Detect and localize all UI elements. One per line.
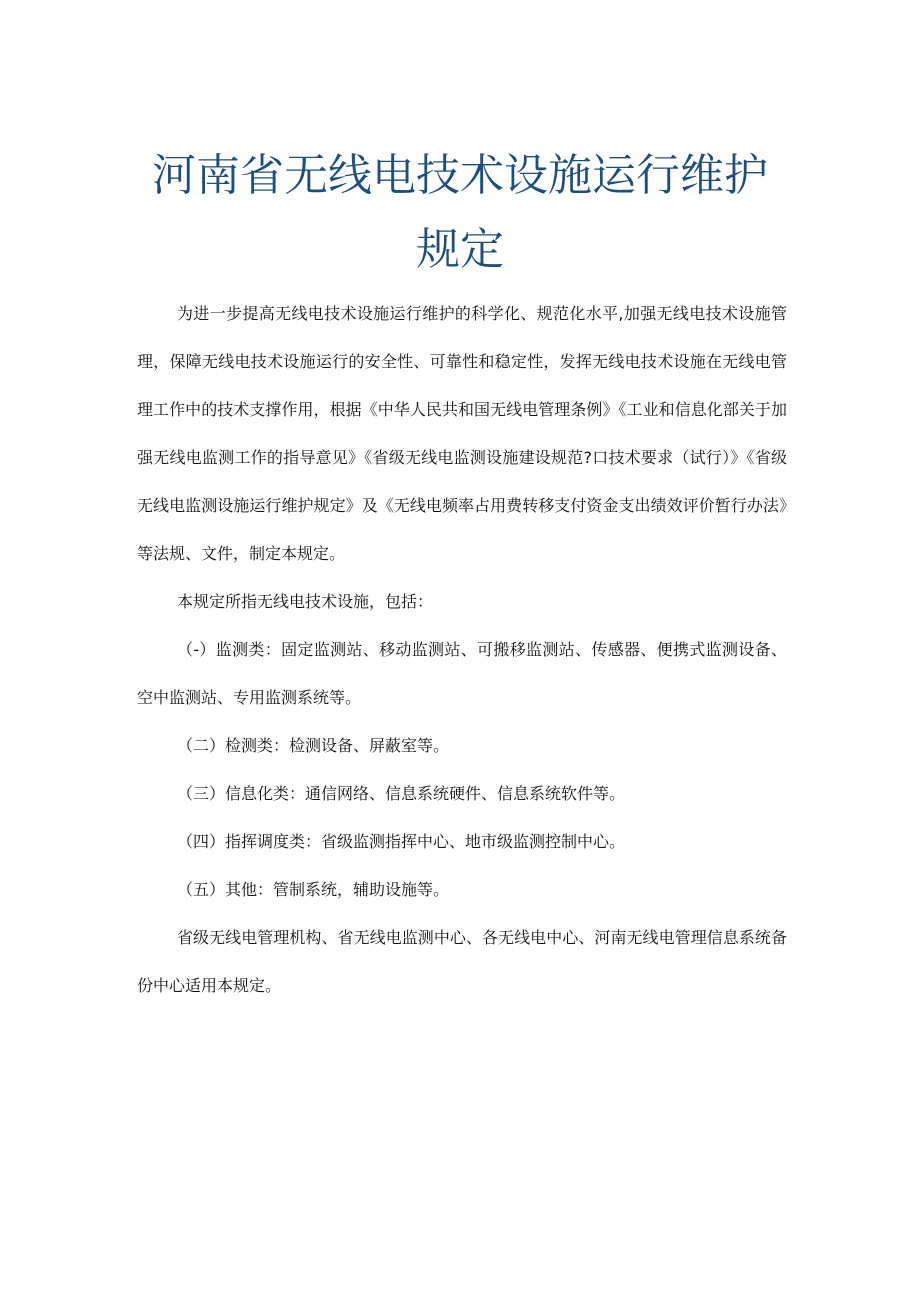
paragraph-scope-intro: 本规定所指无线电技术设施，包括： (177, 592, 434, 611)
document-title-line-2: 规定 (416, 224, 504, 275)
paragraph-preamble: 为进一步提高无线电技术设施运行维护的科学化、规范化水平,加强无线电技术设施管理，保障无线电技术设施运行的安全性、可靠性和稳定性，发挥无线电技术设施在无线电管理工作中的技术支撑作用，根据《中华人民共和国无线电管理条例》《工业和信息化部关于加强无线电监测工作的指导意见》《省级无线电监测设施建设规范?口技术要求（试行）》《省级无线电监测设施运行维护规定》及《无线电频率占用费转移支付资金支出绩效评价暂行办法》等法规、文件，制定本规定。 (137, 304, 787, 563)
paragraph-item-informatization: （三）信息化类：通信网络、信息系统硬件、信息系统软件等。 (177, 784, 626, 803)
paragraph-applicability: 省级无线电管理机构、省无线电监测中心、各无线电中心、河南无线电管理信息系统备份中心适用本规定。 (137, 928, 787, 995)
paragraph-item-monitoring: （-）监测类：固定监测站、移动监测站、可搬移监测站、传感器、便携式监测设备、空中监测站、专用监测系统等。 (137, 640, 787, 707)
document-title-line-1: 河南省无线电技术设施运行维护 (152, 150, 768, 201)
paragraph-item-testing: （二）检测类：检测设备、屏蔽室等。 (177, 736, 450, 755)
paragraph-item-other: （五）其他：管制系统，辅助设施等。 (177, 880, 450, 899)
paragraph-item-command-dispatch: （四）指挥调度类：省级监测指挥中心、地市级监测控制中心。 (177, 832, 626, 851)
